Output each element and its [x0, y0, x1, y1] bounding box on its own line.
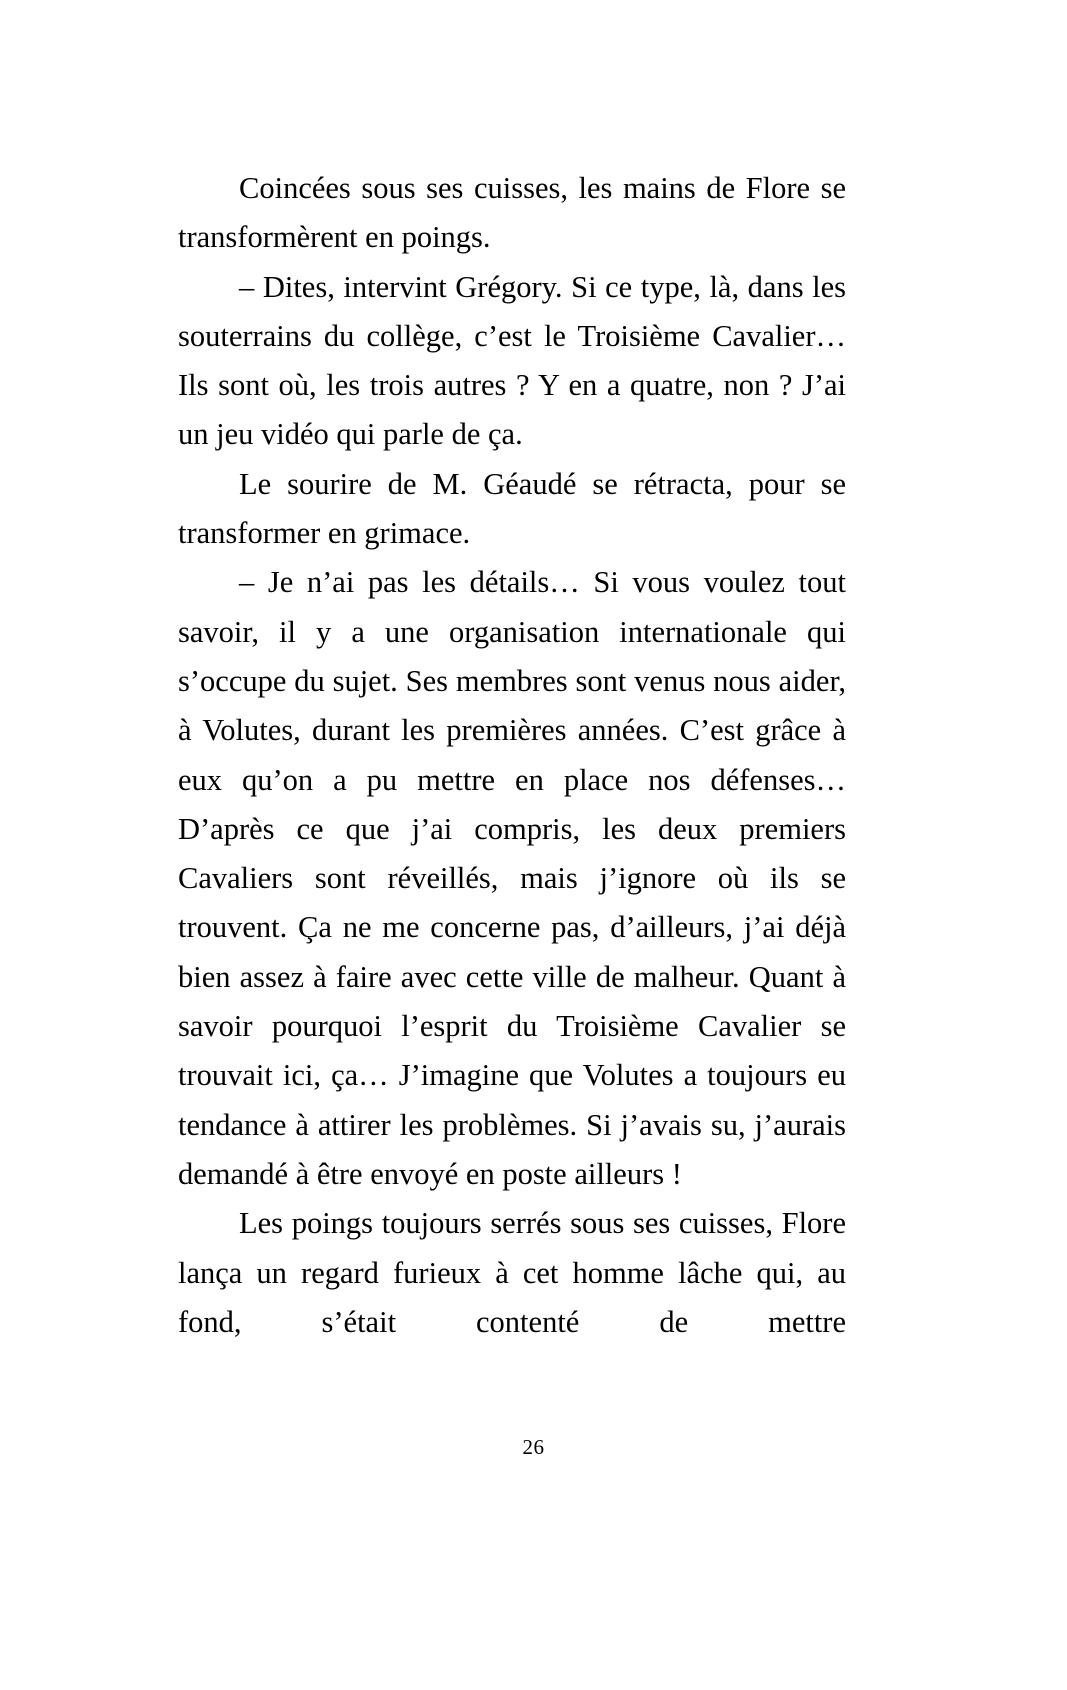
page-number: 26	[522, 1435, 545, 1459]
page-text-block	[178, 164, 846, 1347]
paragraph-3: Le sourire de M. Géaudé se rétracta, pour se transformer en grimace.	[178, 466, 846, 551]
paragraph-5: Les poings toujours serrés sous ses cuisses, Flore lança un regard furieux à cet homme lâche qui, au fond, s’était contenté de mettre	[178, 1206, 846, 1339]
paragraph-1: Coincées sous ses cuisses, les mains de Flore se transformèrent en poings.	[178, 171, 846, 255]
paragraph-2: – Dites, intervint Grégory. Si ce type, là, dans les souterrains du collège, c’est le Troisième Cavalier… Ils sont où, les trois autres ? Y en a quatre, non ? J’ai un jeu vidéo qui parle de ça.	[178, 269, 846, 452]
paragraph-4: – Je n’ai pas les détails… Si vous voulez tout savoir, il y a une organisation internationale qui s’occupe du sujet. Ses membres sont venus nous aider, à Volutes, durant les premières années. C’est grâce à eux qu’on a pu mettre en place nos défenses… D’après ce que j’ai compris, les deux premiers Cavaliers sont réveillés, mais j’ignore où ils se trouvent. Ça ne me concerne pas, d’ailleurs, j’ai déjà bien assez à faire avec cette ville de malheur. Quant à savoir pourquoi l’esprit du Troisième Cavalier se trouvait ici, ça… J’imagine que Volutes a toujours eu tendance à attirer les problèmes. Si j’avais su, j’aurais demandé à être envoyé en poste ailleurs !	[178, 565, 846, 1191]
